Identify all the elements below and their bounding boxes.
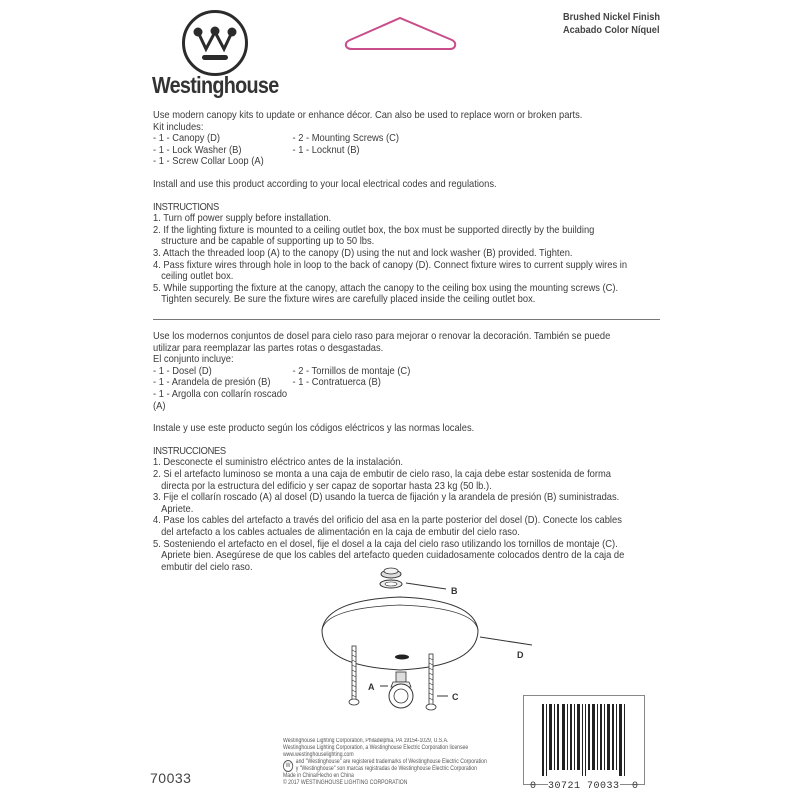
kit-item: - 1 - Contratuerca (B) [292, 377, 381, 389]
finish-spanish: Acabado Color Níquel [563, 24, 660, 36]
intro-text: Use los modernos conjuntos de dosel para cielo raso para mejorar o renovar la decoración. También se puede utilizar para reemplazar las partes rotas o desgastadas. [153, 331, 611, 354]
svg-text:B: B [451, 586, 458, 596]
kit-list [153, 366, 630, 412]
english-instructions [153, 110, 630, 306]
svg-text:D: D [517, 650, 524, 660]
kit-item: - 1 - Argolla con collarín roscado (A) [153, 388, 288, 412]
spanish-instructions [153, 331, 630, 573]
kit-item: - 1 - Screw Collar Loop (A) [153, 156, 264, 168]
canopy-kit-diagram [300, 560, 540, 725]
barcode-bars-icon [524, 700, 644, 778]
instruction-step: 3. Fije el collarín roscado (A) al dosel (D) usando la tuerca de fijación y la arandela de presión (B) suministradas. Apriete. [153, 492, 620, 515]
legal-line: www.westinghouselighting.com [283, 752, 354, 758]
kit-list [153, 133, 630, 168]
upc-barcode [523, 695, 645, 792]
legal-line: and "Westinghouse" are registered trademarks of Westinghouse Electric Corporation [295, 759, 487, 765]
instruction-step: 2. If the lighting fixture is mounted to a ceiling outlet box, the box must be supported directly by the building structure and be capable of supporting up to 50 lbs. [153, 224, 595, 248]
kit-item: - 2 - Tornillos de montaje (C) [292, 365, 411, 377]
legal-line: Westinghouse Lighting Corporation, Philadelphia, PA 19154-1029, U.S.A. [283, 738, 449, 744]
kit-label: El conjunto incluye: [153, 354, 234, 366]
kit-item: - 1 - Dosel (D) [153, 365, 212, 377]
barcode-number: 30721 70033 [548, 781, 620, 792]
locknut-washer-icon [380, 568, 446, 589]
finish-english: Brushed Nickel Finish [563, 11, 661, 23]
instruction-step: 3. Attach the threaded loop (A) to the canopy (D) using the nut and lock washer (B) provided. Tighten. [153, 247, 573, 259]
instruction-step: 4. Pass fixture wires through hole in loop to the back of canopy (D). Connect fixture wires to current supply wires in ceiling outlet box. [153, 259, 628, 283]
instructions-heading: INSTRUCCIONES [153, 445, 226, 457]
kit-item: - 2 - Mounting Screws (C) [292, 133, 400, 145]
legal-line: Made in China/Hecho en China [283, 773, 354, 779]
svg-text:A: A [368, 682, 375, 692]
brand-name: Westinghouse [152, 72, 279, 98]
codes-note: Install and use this product according to your local electrical codes and regulations. [153, 178, 497, 190]
instruction-steps [153, 457, 630, 573]
instruction-step: 4. Pase los cables del artefacto a través del orificio del asa en la parte posterior del dosel (D). Conecte los cables del artefacto a los cables actuales de alimentación en la caja de embutir del cielo raso. [153, 515, 622, 538]
instruction-step: 5. Sosteniendo el artefacto en el dosel, fije el dosel a la caja del cielo raso utilizando los tornillos de montaje (C). Apriete bien. Asegúrese de que los cables del artefacto queden cuidadosamente colocados dentro de la caja de embutir del cielo raso. [153, 538, 625, 573]
item-number: 70033 [150, 770, 192, 786]
barcode-left-digit: 0 [530, 781, 537, 792]
instruction-step: 2. Si el artefacto luminoso se monta a una caja de embutir de cielo raso, la caja debe estar sostenida de forma directa por la estructura del edificio y ser capaz de soportar hasta 23 kg (50 lb.). [153, 468, 611, 492]
section-divider [153, 319, 660, 320]
screw-collar-loop-icon [380, 672, 413, 708]
intro-text: Use modern canopy kits to update or enhance décor. Can also be used to replace worn or broken parts. [153, 110, 583, 121]
kit-item: - 1 - Locknut (B) [292, 144, 360, 156]
legal-text [283, 738, 504, 787]
westinghouse-mini-logo-icon: W [283, 760, 293, 772]
kit-item: - 1 - Arandela de presión (B) [153, 377, 271, 389]
legal-line: © 2017 WESTINGHOUSE LIGHTING CORPORATION [283, 780, 408, 786]
instructions-heading: INSTRUCTIONS [153, 201, 219, 213]
instruction-step: 1. Desconecte el suministro eléctrico antes de la instalación. [153, 457, 404, 469]
finish-label [563, 11, 660, 37]
kit-item: - 1 - Lock Washer (B) [153, 144, 242, 156]
kit-item: - 1 - Canopy (D) [153, 133, 221, 145]
instruction-step: 1. Turn off power supply before installation. [153, 213, 332, 225]
kit-label: Kit includes: [153, 121, 204, 133]
legal-line: Westinghouse Lighting Corporation, a Westinghouse Electric Corporation licensee [283, 745, 469, 751]
svg-text:C: C [452, 692, 459, 702]
instruction-step: 5. While supporting the fixture at the canopy, attach the canopy to the ceiling box using the mounting screws (C). Tighten securely. Be sure the fixture wires are carefully placed inside the ceiling outlet box. [153, 282, 619, 306]
legal-line: y "Westinghouse" son marcas registradas de Westinghouse Electric Corporation [295, 766, 477, 772]
barcode-right-digit: 0 [631, 781, 638, 792]
westinghouse-logo-icon [182, 10, 248, 76]
instruction-steps [153, 213, 630, 306]
hanger-hole-icon [340, 14, 460, 59]
codes-note: Instale y use este producto según los códigos eléctricos y las normas locales. [153, 423, 475, 435]
